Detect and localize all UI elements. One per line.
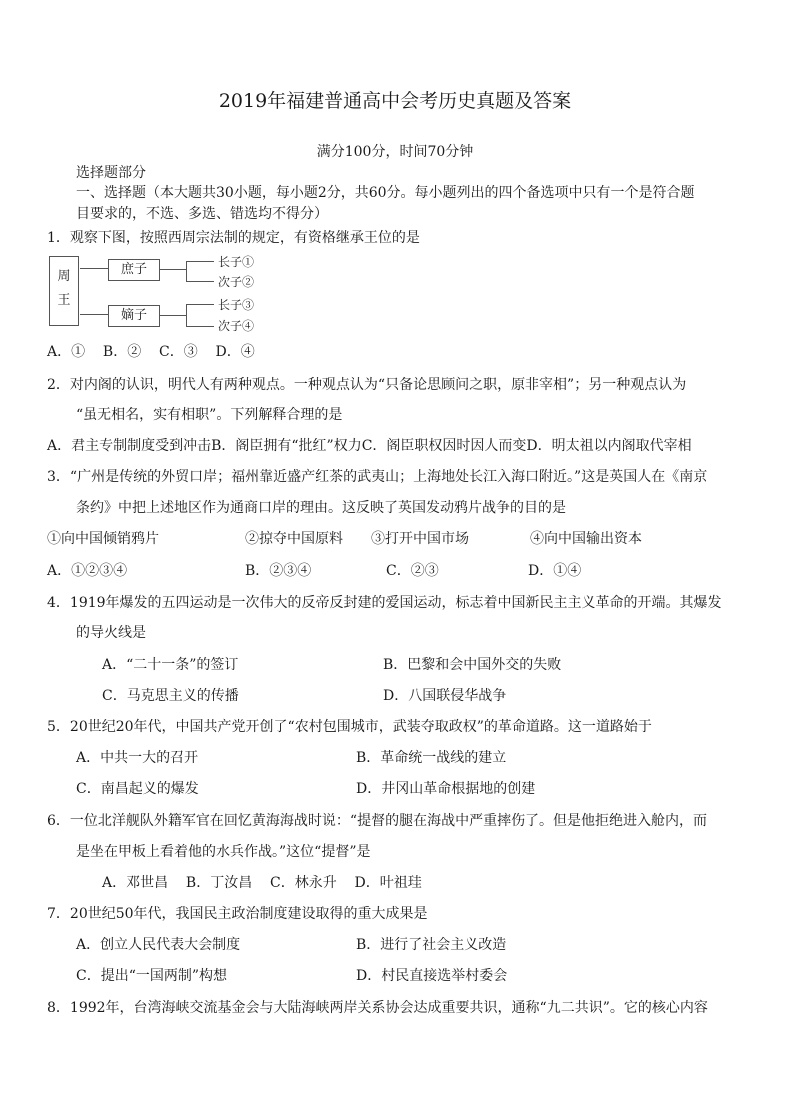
- page-subtitle: 满分100分，时间70分钟: [316, 144, 474, 160]
- q5-option-a: A．中共一大的召开: [76, 750, 199, 766]
- q3-item-2: ②掠夺中国原料: [245, 531, 343, 547]
- zhou-king-char-2: 王: [57, 293, 71, 308]
- q8-stem: 8．1992年，台湾海峡交流基金会与大陆海峡两岸关系协会达成重要共识，通称“九二共识”。它的核心内容: [47, 1000, 708, 1016]
- q7-option-d: D．村民直接选举村委会: [356, 968, 508, 984]
- q4-option-a: A．“二十一条”的签订: [102, 657, 239, 673]
- connector-line: [186, 304, 214, 305]
- connector-line: [80, 268, 108, 269]
- q3-stem-line-1: 3．“广州是传统的外贸口岸；福州靠近盛产红茶的武夷山；上海地处长江入海口附近。”这是英国人在《南京: [47, 469, 708, 485]
- q4-option-c: C．马克思主义的传播: [102, 688, 239, 704]
- page-title: 2019年福建普通高中会考历史真题及答案: [218, 90, 572, 112]
- q3-option-b: B．②③④: [245, 563, 312, 579]
- leaf-eldest-son-3: 长子③: [218, 298, 255, 312]
- connector-line: [186, 304, 187, 326]
- q5-option-d: D．井冈山革命根据地的创建: [356, 781, 536, 797]
- q3-option-c: C．②③: [386, 563, 439, 579]
- q6-options: A．邓世昌 B．丁汝昌 C．林永升 D．叶祖珪: [102, 875, 422, 891]
- instructions-line-2: 目要求的，不选、多选、错选均不得分）: [76, 206, 328, 222]
- q4-option-b: B．巴黎和会中国外交的失败: [383, 657, 562, 673]
- q3-option-a: A．①②③④: [47, 563, 128, 579]
- zhou-king-char-1: 周: [57, 269, 71, 284]
- legitimate-son-box: 嫡子: [108, 305, 160, 327]
- q7-option-b: B．进行了社会主义改造: [356, 937, 507, 953]
- q3-item-4: ④向中国输出资本: [530, 531, 642, 547]
- q6-stem-line-1: 6．一位北洋舰队外籍军官在回忆黄海海战时说：“提督的腿在海战中严重摔伤了。但是他拒绝进入舱内，而: [47, 813, 708, 829]
- q6-stem-line-2: 是坐在甲板上看着他的水兵作战。”这位“提督”是: [76, 844, 371, 860]
- connector-line: [186, 261, 214, 262]
- q3-option-d: D．①④: [528, 563, 582, 579]
- q5-option-c: C．南昌起义的爆发: [76, 781, 199, 797]
- section-heading: 选择题部分: [76, 165, 146, 181]
- q3-item-3: ③打开中国市场: [371, 531, 469, 547]
- leaf-second-son-4: 次子④: [218, 319, 255, 333]
- instructions-line-1: 一、选择题（本大题共30小题，每小题2分，共60分。每小题列出的四个备选项中只有一个是符合题: [76, 185, 695, 201]
- q3-stem-line-2: 条约》中把上述地区作为通商口岸的理由。这反映了英国发动鸦片战争的目的是: [76, 500, 566, 516]
- q1-stem: 1．观察下图，按照西周宗法制的规定，有资格继承王位的是: [47, 230, 420, 246]
- concubine-son-box: 庶子: [108, 259, 160, 281]
- q3-item-1: ①向中国倾销鸦片: [47, 531, 159, 547]
- q1-options: A．① B．② C．③ D．④: [47, 344, 255, 360]
- q5-stem: 5．20世纪20年代，中国共产党开创了“农村包围城市，武装夺取政权”的革命道路。这一道路始于: [47, 719, 652, 735]
- q4-option-d: D．八国联侵华战争: [383, 688, 507, 704]
- q2-options: A．君主专制制度受到冲击B．阁臣拥有“批红”权力C．阁臣职权因时因人而变D．明太祖以内阁取代宰相: [47, 438, 692, 454]
- connector-line: [160, 315, 186, 316]
- connector-line: [160, 269, 186, 270]
- q2-stem-line-1: 2．对内阁的认识，明代人有两种观点。一种观点认为“只备论思顾问之职，原非宰相”；另一种观点认为: [47, 377, 687, 393]
- q4-stem-line-1: 4．1919年爆发的五四运动是一次伟大的反帝反封建的爱国运动，标志着中国新民主主义革命的开端。其爆发: [47, 595, 722, 611]
- zhou-king-box: [49, 256, 79, 326]
- q7-stem: 7．20世纪50年代，我国民主政治制度建设取得的重大成果是: [47, 906, 428, 922]
- connector-line: [186, 326, 214, 327]
- q2-stem-line-2: “虽无相名，实有相职”。下列解释合理的是: [76, 407, 343, 423]
- connector-line: [186, 261, 187, 281]
- q7-option-a: A．创立人民代表大会制度: [76, 937, 241, 953]
- leaf-eldest-son-1: 长子①: [218, 255, 255, 269]
- connector-line: [80, 314, 108, 315]
- q5-option-b: B．革命统一战线的建立: [356, 750, 507, 766]
- q7-option-c: C．提出“一国两制”构想: [76, 968, 228, 984]
- q4-stem-line-2: 的导火线是: [76, 625, 146, 641]
- leaf-second-son-2: 次子②: [218, 275, 255, 289]
- connector-line: [186, 281, 214, 282]
